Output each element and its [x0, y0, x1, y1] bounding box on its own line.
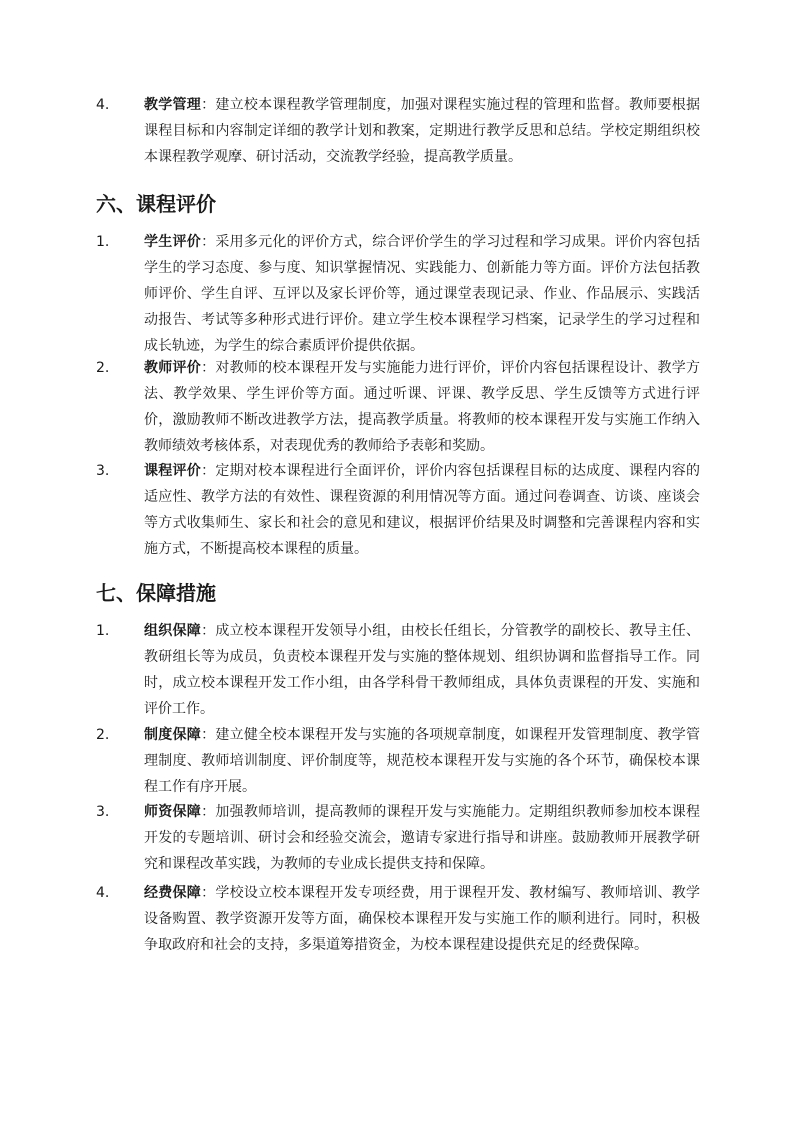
list-item-student-evaluation	[96, 229, 700, 359]
list-number: 1.	[96, 234, 110, 250]
list-number: 3.	[96, 804, 110, 820]
list-item-term: 教师评价	[144, 360, 202, 376]
list-number: 3.	[96, 463, 110, 479]
list-item-course-evaluation	[96, 458, 700, 562]
list-item-body	[144, 355, 700, 459]
list-item-body	[144, 229, 700, 359]
list-item-funding-safeguard	[96, 880, 700, 958]
list-item-term: 课程评价	[144, 463, 202, 479]
list-item-term: 组织保障	[144, 623, 202, 639]
list-number: 1.	[96, 623, 110, 639]
term-colon: ：	[201, 623, 216, 639]
list-item-text: 建立校本课程教学管理制度，加强对课程实施过程的管理和监督。教师要根据课程目标和内容制定详细的教学计划和教案，定期进行教学反思和总结。学校定期组织校本课程教学观摩、研讨活动，交流教学经验，提高教学质量。	[144, 97, 701, 165]
list-item-term: 师资保障	[144, 804, 202, 820]
list-item-organization-safeguard	[96, 618, 700, 722]
list-item-teaching-management	[96, 92, 700, 170]
list-item-teacher-evaluation	[96, 355, 700, 459]
list-item-body	[144, 880, 700, 958]
list-item-body	[144, 458, 700, 562]
list-item-body	[144, 722, 700, 800]
term-colon: ：	[201, 804, 216, 820]
term-colon: ：	[201, 727, 216, 743]
term-colon: ：	[201, 885, 216, 901]
list-item-text: 成立校本课程开发领导小组，由校长任组长，分管教学的副校长、教导主任、教研组长等为成员，负责校本课程开发与实施的整体规划、组织协调和监督指导工作。同时，成立校本课程开发工作小组，由各学科骨干教师组成，具体负责课程的开发、实施和评价工作。	[144, 623, 701, 717]
list-item-text: 建立健全校本课程开发与实施的各项规章制度，如课程开发管理制度、教学管理制度、教师培训制度、评价制度等，规范校本课程开发与实施的各个环节，确保校本课程工作有序开展。	[144, 727, 701, 795]
list-item-faculty-safeguard	[96, 799, 700, 877]
term-colon: ：	[201, 97, 216, 113]
list-item-term: 教学管理	[144, 97, 202, 113]
list-number: 2.	[96, 360, 110, 376]
list-item-system-safeguard	[96, 722, 700, 800]
section-heading-safeguards: 七、保障措施	[96, 581, 216, 605]
list-item-body	[144, 799, 700, 877]
list-item-term: 经费保障	[144, 885, 202, 901]
list-item-text: 采用多元化的评价方式，综合评价学生的学习过程和学习成果。评价内容包括学生的学习态度、参与度、知识掌握情况、实践能力、创新能力等方面。评价方法包括教师评价、学生自评、互评以及家长评价等，通过课堂表现记录、作业、作品展示、实践活动报告、考试等多种形式进行评价。建立学生校本课程学习档案，记录学生的学习过程和成长轨迹，为学生的综合素质评价提供依据。	[144, 234, 701, 354]
list-item-text: 定期对校本课程进行全面评价，评价内容包括课程目标的达成度、课程内容的适应性、教学方法的有效性、课程资源的利用情况等方面。通过问卷调查、访谈、座谈会等方式收集师生、家长和社会的意见和建议，根据评价结果及时调整和完善课程内容和实施方式，不断提高校本课程的质量。	[144, 463, 701, 557]
list-item-text: 学校设立校本课程开发专项经费，用于课程开发、教材编写、教师培训、教学设备购置、教学资源开发等方面，确保校本课程开发与实施工作的顺利进行。同时，积极争取政府和社会的支持，多渠道筹措资金，为校本课程建设提供充足的经费保障。	[144, 885, 701, 953]
section-heading-course-evaluation: 六、课程评价	[96, 192, 216, 216]
list-item-term: 制度保障	[144, 727, 202, 743]
list-number: 4.	[96, 885, 110, 901]
list-item-term: 学生评价	[144, 234, 202, 250]
list-item-text: 加强教师培训，提高教师的课程开发与实施能力。定期组织教师参加校本课程开发的专题培训、研讨会和经验交流会，邀请专家进行指导和讲座。鼓励教师开展教学研究和课程改革实践，为教师的专业成长提供支持和保障。	[144, 804, 701, 872]
list-item-body	[144, 92, 700, 170]
term-colon: ：	[201, 234, 216, 250]
term-colon: ：	[201, 360, 216, 376]
list-item-body	[144, 618, 700, 722]
list-number: 4.	[96, 97, 110, 113]
list-number: 2.	[96, 727, 110, 743]
list-item-text: 对教师的校本课程开发与实施能力进行评价，评价内容包括课程设计、教学方法、教学效果、学生评价等方面。通过听课、评课、教学反思、学生反馈等方式进行评价，激励教师不断改进教学方法，提高教学质量。将教师的校本课程开发与实施工作纳入教师绩效考核体系，对表现优秀的教师给予表彰和奖励。	[144, 360, 701, 454]
term-colon: ：	[201, 463, 216, 479]
